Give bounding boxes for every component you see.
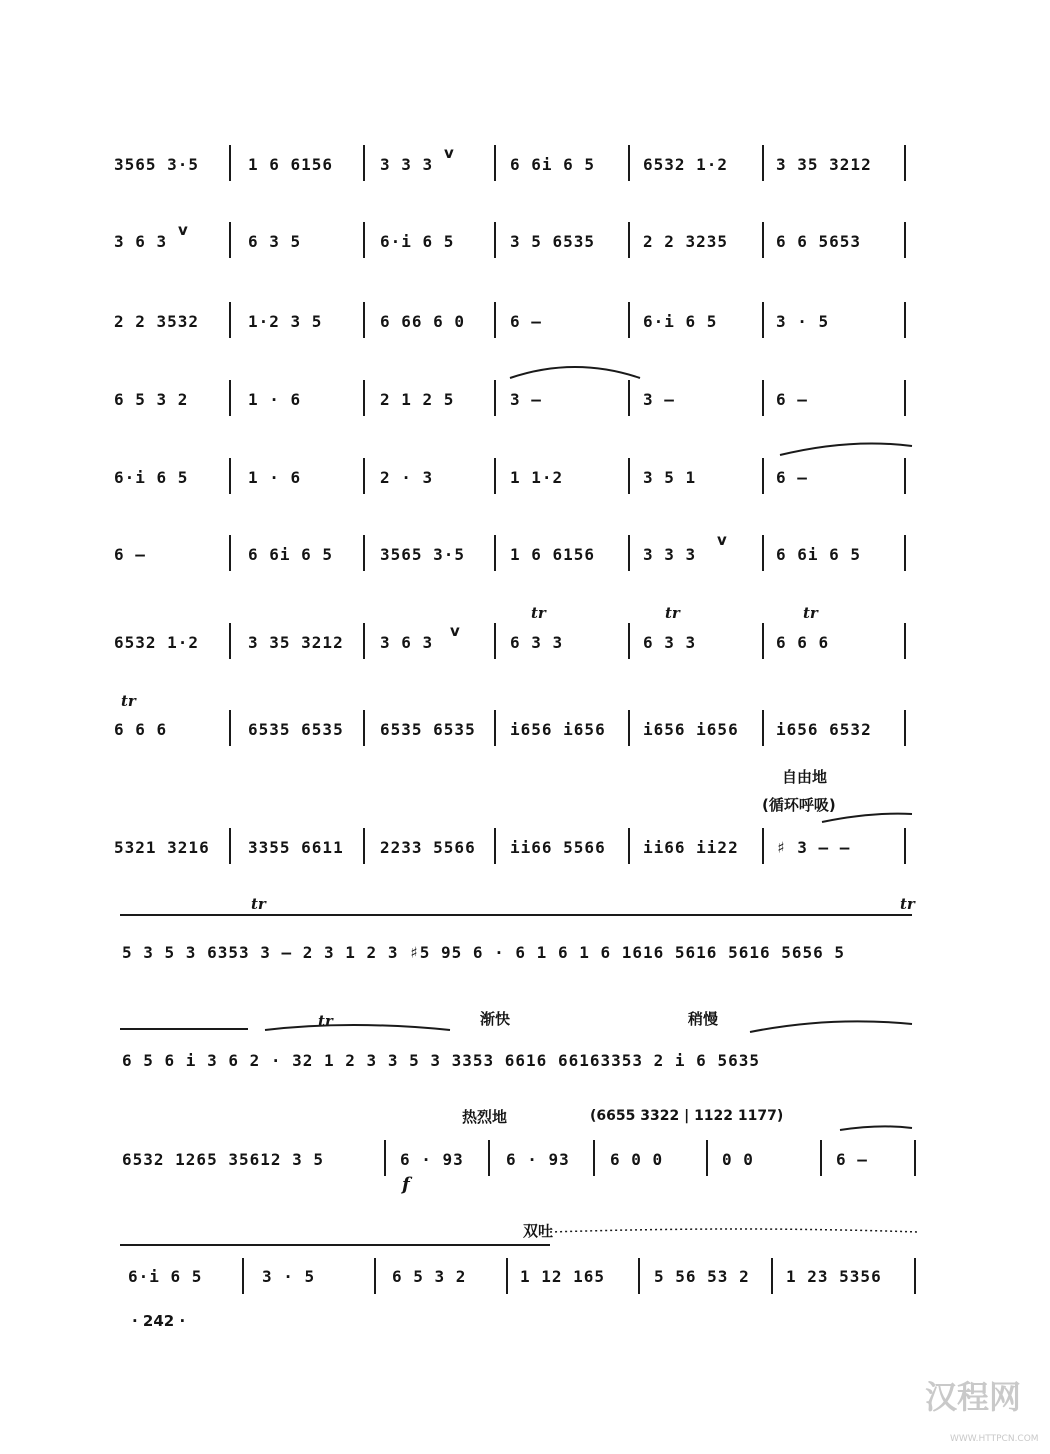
notation-line-11: 6 5 6 i 3 6 2 · 32 1 2 3 3 5 3 3353 6616 66163353 2 i 6 5635	[122, 1051, 760, 1070]
circular-breathing-label: (循环呼吸)	[762, 796, 836, 814]
measure: 6 · 93	[506, 1150, 570, 1169]
measure: 3565 3·5	[114, 155, 200, 174]
measure: 3 –	[510, 390, 542, 409]
measure: 6535 6535	[380, 720, 476, 739]
accelerando-label: 渐快	[480, 1010, 511, 1028]
measure: 6 6 6	[114, 720, 168, 739]
measure: 2 2 3532	[114, 312, 200, 331]
tempo-free-label: 自由地	[782, 768, 828, 786]
forte-mark: f	[402, 1174, 410, 1195]
watermark-url: WWW.HTTPCN.COM	[950, 1434, 1039, 1444]
measure: 3355 6611	[248, 838, 344, 857]
trill-mark: tr	[318, 1012, 333, 1030]
measure: ii66 ii22	[643, 838, 739, 857]
ritardando-label: 稍慢	[688, 1010, 719, 1028]
measure: 3 –	[643, 390, 675, 409]
measure: 3 6 3	[114, 232, 168, 251]
measure: 2 1 2 5	[380, 390, 455, 409]
watermark-logo: 汉程网	[925, 1378, 1022, 1416]
measure: 6·i 6 5	[114, 468, 189, 487]
passionately-label: 热烈地	[462, 1108, 508, 1126]
trill-mark: tr	[803, 604, 818, 622]
measure: 6·i 6 5	[380, 232, 455, 251]
measure: 6 –	[776, 390, 808, 409]
breath-mark: v	[444, 144, 454, 162]
measure: 3 35 3212	[776, 155, 872, 174]
measure: 3 · 5	[776, 312, 830, 331]
measure: 5321 3216	[114, 838, 210, 857]
measure: 6 –	[836, 1150, 868, 1169]
measure: 1 6 6156	[248, 155, 334, 174]
measure: i656 i656	[643, 720, 739, 739]
measure: 3 35 3212	[248, 633, 344, 652]
measure: 1 · 6	[248, 468, 302, 487]
measure: 6 0 0	[610, 1150, 664, 1169]
measure: 2233 5566	[380, 838, 476, 857]
measure: 1 · 6	[248, 390, 302, 409]
measure: 1 6 6156	[510, 545, 596, 564]
measure: 3 3 3	[380, 155, 434, 174]
measure: 1 23 5356	[786, 1267, 882, 1286]
measure: 6 –	[776, 468, 808, 487]
measure: 6 3 5	[248, 232, 302, 251]
measure: 6 6i 6 5	[776, 545, 862, 564]
measure: 6·i 6 5	[643, 312, 718, 331]
trill-mark: tr	[900, 895, 915, 913]
measure: 1·2 3 5	[248, 312, 323, 331]
measure: 6 5 3 2	[114, 390, 189, 409]
measure: 6 66 6 0	[380, 312, 466, 331]
measure: 6 –	[114, 545, 146, 564]
measure: 2 2 3235	[643, 232, 729, 251]
notation-line-10: 5 3 5 3 6353 3 – 2 3 1 2 3 ♯5 95 6 · 6 1 6 1 6 1616 5616 5616 5656 5	[122, 943, 846, 962]
notation-line-12a: 6532 1265 35612 3 5	[122, 1150, 325, 1169]
breath-mark: v	[450, 622, 460, 640]
measure: 3565 3·5	[380, 545, 466, 564]
measure: 3 3 3	[643, 545, 697, 564]
measure: 3 6 3	[380, 633, 434, 652]
parenthetical-figure: (6655 3322 | 1122 1177)	[590, 1108, 784, 1124]
measure: i656 6532	[776, 720, 872, 739]
measure: 6532 1·2	[114, 633, 200, 652]
measure: 6 –	[510, 312, 542, 331]
measure: 6 5 3 2	[392, 1267, 467, 1286]
measure: 1 1·2	[510, 468, 564, 487]
measure: 6 · 93	[400, 1150, 464, 1169]
measure: 6 6 5653	[776, 232, 862, 251]
measure: 6535 6535	[248, 720, 344, 739]
measure: 6532 1·2	[643, 155, 729, 174]
measure: ii66 5566	[510, 838, 606, 857]
trill-mark: tr	[121, 692, 136, 710]
measure: 6 6i 6 5	[510, 155, 596, 174]
double-tonguing-label: 双吐	[523, 1222, 554, 1240]
measure: i656 i656	[510, 720, 606, 739]
measure: ♯ 3 – –	[776, 838, 851, 857]
measure: 6 3 3	[643, 633, 697, 652]
measure: 6 6i 6 5	[248, 545, 334, 564]
measure: 1 12 165	[520, 1267, 606, 1286]
measure: 6 3 3	[510, 633, 564, 652]
measure: 6·i 6 5	[128, 1267, 203, 1286]
measure: 0 0	[722, 1150, 754, 1169]
page-number: · 242 ·	[132, 1312, 186, 1330]
measure: 6 6 6	[776, 633, 830, 652]
trill-mark: tr	[531, 604, 546, 622]
trill-mark: tr	[665, 604, 680, 622]
measure: 3 · 5	[262, 1267, 316, 1286]
measure: 2 · 3	[380, 468, 434, 487]
breath-mark: v	[717, 531, 727, 549]
measure: 3 5 6535	[510, 232, 596, 251]
measure: 3 5 1	[643, 468, 697, 487]
measure: 5 56 53 2	[654, 1267, 750, 1286]
breath-mark: v	[178, 221, 188, 239]
trill-mark: tr	[251, 895, 266, 913]
